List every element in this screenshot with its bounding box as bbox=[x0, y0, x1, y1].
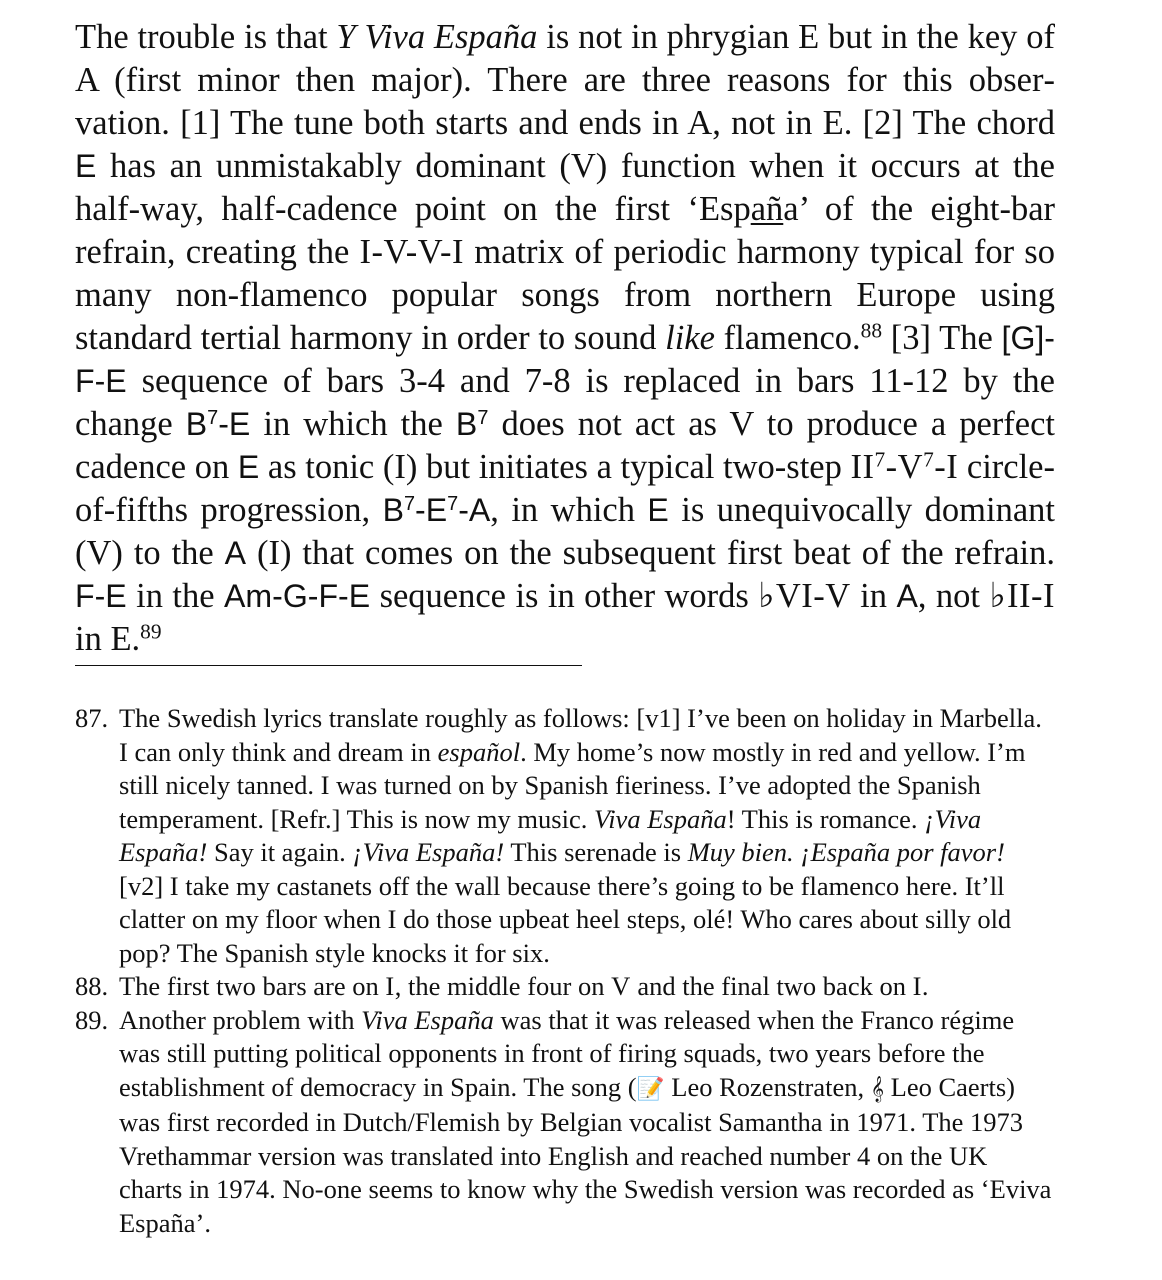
roman-numeral: V bbox=[611, 971, 631, 1001]
text-run: . My home’s now mostly in red and yellow. I’m still nicely tanned. I was turned on by Spanish fieriness. I’ve adopted the Spanish temperament. [Refr.] This is now my music. bbox=[119, 736, 1026, 834]
text-run: . bbox=[921, 971, 929, 1001]
song-title: Viva España bbox=[361, 1004, 494, 1035]
roman-numeral: I-V-V-I bbox=[359, 233, 464, 271]
chord-extension: 7 bbox=[403, 493, 416, 516]
emphasis: español bbox=[437, 736, 521, 767]
chord-symbol bbox=[383, 492, 491, 528]
roman-numeral: I bbox=[912, 971, 922, 1001]
footnote-separator bbox=[75, 665, 582, 666]
text-run: sequence is in other words bbox=[370, 577, 759, 615]
numeral: -V bbox=[885, 448, 924, 486]
chord-symbol: E bbox=[647, 492, 669, 528]
chord-symbol: E bbox=[75, 148, 97, 184]
emphasis: ¡Viva España! bbox=[119, 803, 982, 867]
footnote-ref-89[interactable]: 89 bbox=[140, 619, 162, 644]
chord-symbol: E bbox=[237, 449, 260, 485]
text-run: matrix of periodic harmony typical for so many non-flamenco popular songs from northern Europe using standard tertial harmony in order to sound bbox=[75, 233, 1055, 357]
text-run: ! This is romance. bbox=[726, 803, 925, 834]
chord-root: B bbox=[455, 406, 478, 442]
footnote-87 bbox=[75, 702, 1055, 970]
emphasis: like bbox=[665, 319, 715, 357]
text-run: , the middle four on bbox=[394, 971, 612, 1001]
numeral-extension: 7 bbox=[874, 447, 886, 472]
text-run: has an unmistakably dominant (V) function when it occurs at the half-way, half-cadence point on the first ‘Esp bbox=[75, 147, 1055, 228]
chord-extension: 7 bbox=[477, 407, 489, 430]
text-run: sequence of bars 3-4 and 7-8 is replaced in bars 11-12 by the change bbox=[75, 362, 1055, 443]
text-run: and the final two back on bbox=[630, 971, 913, 1001]
text-run: in bbox=[850, 577, 897, 615]
text-run: The Swedish lyrics translate roughly as follows: [v1] I’ve been on holiday in Marbella. I can only think and dream in bbox=[119, 703, 1042, 767]
numeral: II bbox=[850, 448, 875, 486]
chord-extension: 7 bbox=[207, 407, 219, 430]
text-run: [3] The bbox=[882, 319, 1002, 357]
chord-symbol: [G]-F-E bbox=[75, 320, 1055, 399]
treble-clef-icon: 𝄞 bbox=[870, 1075, 885, 1102]
text-run: , not bbox=[917, 577, 990, 615]
footnotes bbox=[75, 702, 1055, 1240]
roman-numeral: ♭VI-V bbox=[758, 577, 851, 615]
roman-numeral: ♭II-I bbox=[989, 577, 1056, 615]
chord-symbol: Am-G-F-E bbox=[224, 578, 371, 614]
footnote-number: 89. bbox=[75, 1004, 109, 1035]
footnote-89 bbox=[75, 1004, 1055, 1241]
song-title: Y Viva España bbox=[336, 18, 538, 56]
text-run: does not act as V to produce a perfect cadence on bbox=[75, 405, 1055, 486]
numeral: -I bbox=[934, 448, 959, 486]
text-run: was that it was released when the Franco régime was still putting political opponents in front of firing squads, two years before the establishment of democracy in Spain. The song ( bbox=[119, 1004, 1015, 1102]
roman-numeral bbox=[851, 448, 959, 486]
chord-symbol: F-E bbox=[75, 578, 127, 614]
text-run: in E. bbox=[75, 620, 141, 658]
text-run: in which the bbox=[250, 405, 456, 443]
text-run: Leo Caerts) was first recorded in Dutch/Flemish by Belgian vocalist Samantha in 1971. The 1973 Vrethammar version was translated into English and reached number 4 on the UK charts in 1974. No-one seems to know why the Swedish version was recorded as ‘Eviva España’. bbox=[119, 1071, 1052, 1238]
text-run: The trouble is that bbox=[75, 18, 337, 56]
emphasis: ¡Viva España! bbox=[352, 837, 505, 867]
text-run: as tonic (I) but initiates a typical two-step bbox=[259, 448, 851, 486]
footnote-text bbox=[119, 970, 1055, 1004]
roman-numeral: I bbox=[385, 971, 395, 1001]
chord-extension: 7 bbox=[447, 493, 459, 516]
chord-root: -E bbox=[415, 492, 448, 528]
underlined-syllable: añ bbox=[750, 190, 784, 228]
text-run: is not in phrygian E but in the key of A (first minor then major). There are three reasons for this observation. [1] The tune both starts and ends in A, not in E. [2] The chord bbox=[75, 18, 1055, 142]
chord-symbol: A bbox=[224, 535, 247, 571]
footnote-88 bbox=[75, 970, 1055, 1004]
emphasis: Muy bien. ¡España por favor! bbox=[687, 837, 1005, 867]
footnote-text bbox=[119, 1004, 1055, 1241]
chord-root: B bbox=[185, 406, 208, 442]
chord-root: -E bbox=[218, 406, 251, 442]
footnote-number: 88. bbox=[75, 971, 109, 1001]
footnote-ref-88[interactable]: 88 bbox=[860, 318, 883, 343]
footnote-text bbox=[119, 702, 1055, 970]
text-run: (I) that comes on the subsequent first beat of the refrain. bbox=[246, 534, 1055, 572]
text-run: flamenco. bbox=[714, 319, 861, 357]
text-run: circle-of-fifths progression, bbox=[75, 448, 1055, 529]
emphasis: Viva España bbox=[593, 803, 727, 834]
chord-symbol bbox=[456, 406, 488, 442]
lyricist-icon: 📝 bbox=[636, 1075, 665, 1102]
text-run: Leo Rozenstraten, bbox=[664, 1071, 871, 1102]
footnote-number: 87. bbox=[75, 703, 109, 733]
body-paragraph bbox=[75, 16, 1055, 661]
text-run: [v2] I take my castanets off the wall because there’s going to be flamenco here. It’ll clatter on my floor when I do those upbeat heel steps, olé! Who cares about silly old pop? The Spanish style knocks it for six. bbox=[119, 870, 1012, 968]
chord-root: -A bbox=[458, 492, 491, 528]
chord-symbol: A bbox=[896, 578, 918, 614]
text-run: , in which bbox=[490, 491, 648, 529]
text-run: a’ of the eight-bar refrain, creating the bbox=[75, 190, 1056, 271]
chord-root: B bbox=[382, 492, 404, 528]
numeral-extension: 7 bbox=[923, 447, 935, 472]
text-run: The first two bars are on bbox=[119, 971, 386, 1001]
text-run: is unequivocally dominant (V) to the bbox=[75, 491, 1055, 572]
text-run: Another problem with bbox=[119, 1004, 362, 1035]
chord-symbol bbox=[186, 406, 251, 442]
text-run: This serenade is bbox=[504, 837, 688, 867]
text-run: Say it again. bbox=[207, 837, 353, 867]
text-run: in the bbox=[126, 577, 225, 615]
